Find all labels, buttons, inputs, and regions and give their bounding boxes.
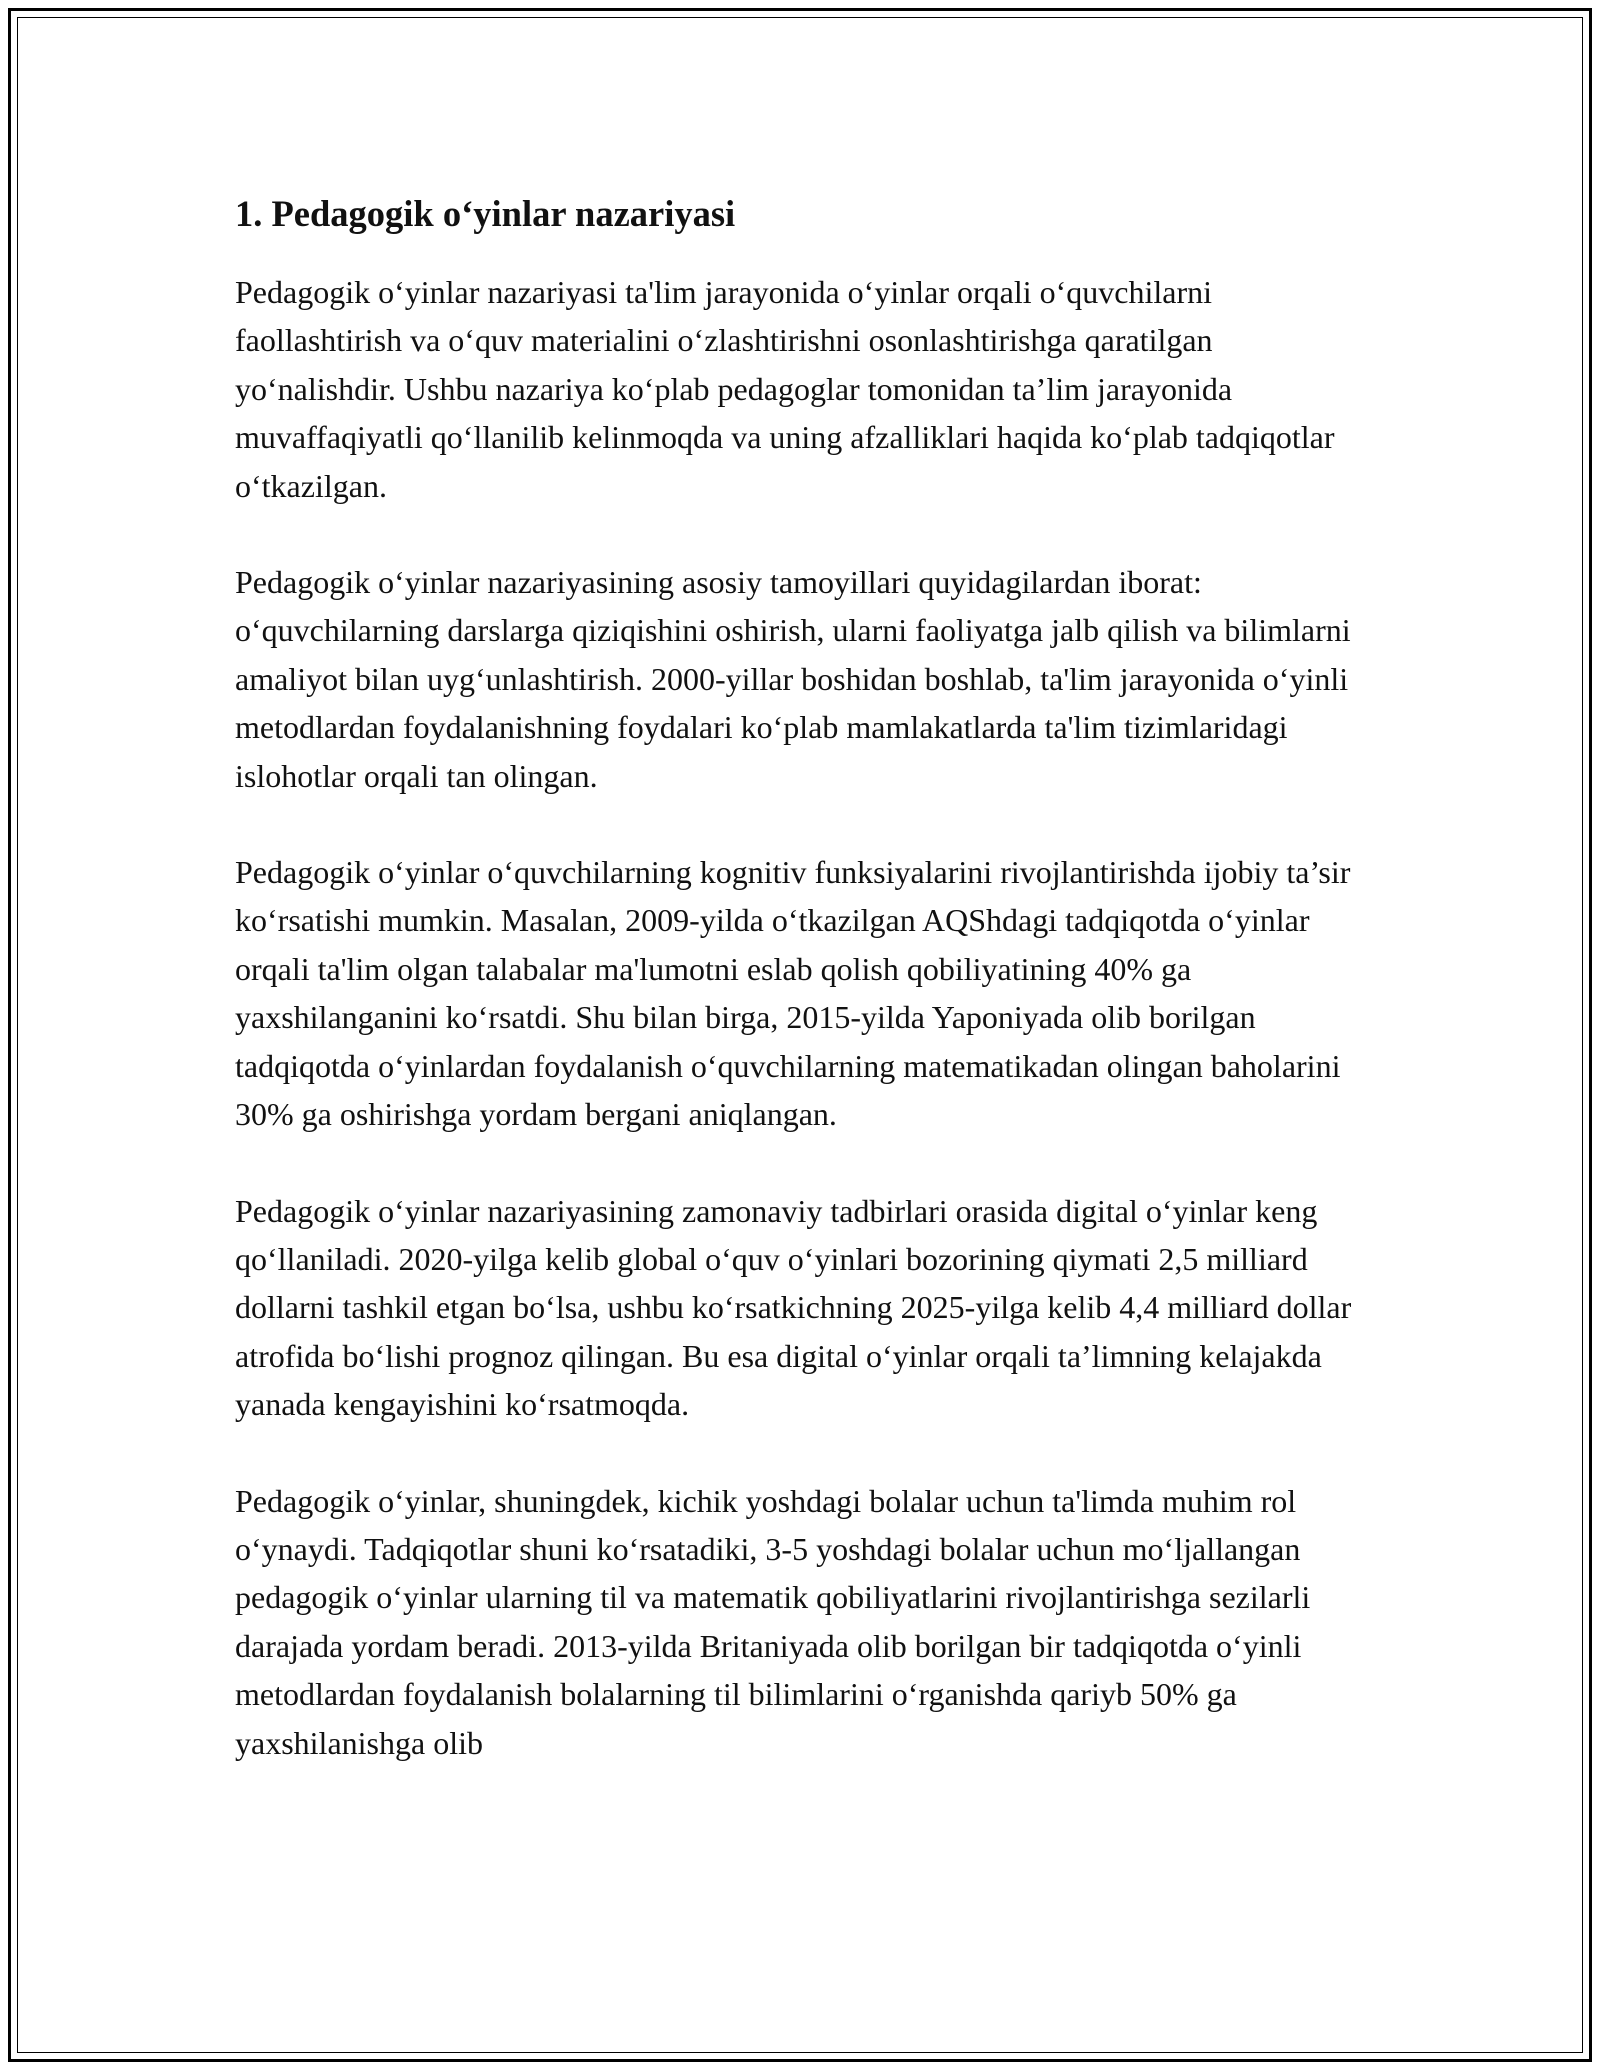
section-heading: 1. Pedagogik o‘yinlar nazariyasi	[235, 193, 736, 234]
document-body	[235, 188, 1370, 1815]
paragraph-3: Pedagogik o‘yinlar o‘quvchilarning kognitiv funksiyalarini rivojlantirishda ijobiy ta’sir ko‘rsatishi mumkin. Masalan, 2009-yilda o‘tkazilgan AQShdagi tadqiqotda o‘yinlar orqali ta'lim olgan talabalar ma'lumotni eslab qolish qobiliyatining 40% ga yaxshilanganini ko‘rsatdi. Shu bilan birga, 2015-yilda Yaponiyada olib borilgan tadqiqotda o‘yinlardan foydalanish o‘quvchilarning matematikadan olingan baholarini 30% ga oshirishga yordam bergani aniqlangan.	[235, 854, 1351, 1133]
paragraph-4: Pedagogik o‘yinlar nazariyasining zamonaviy tadbirlari orasida digital o‘yinlar keng qo‘llaniladi. 2020-yilga kelib global o‘quv o‘yinlari bozorining qiymati 2,5 milliard dollarni tashkil etgan bo‘lsa, ushbu ko‘rsatkichning 2025-yilga kelib 4,4 milliard dollar atrofida bo‘lishi prognoz qilingan. Bu esa digital o‘yinlar orqali ta’limning kelajakda yanada kengayishini ko‘rsatmoqda.	[235, 1192, 1352, 1423]
paragraph-5: Pedagogik o‘yinlar, shuningdek, kichik yoshdagi bolalar uchun ta'limda muhim rol o‘ynaydi. Tadqiqotlar shuni ko‘rsatadiki, 3-5 yoshdagi bolalar uchun mo‘ljallangan pedagogik o‘yinlar ularning til va matematik qobiliyatlarini rivojlantirishga sezilarli darajada yordam beradi. 2013-yilda Britaniyada olib borilgan bir tadqiqotda o‘yinli metodlardan foydalanish bolalarning til bilimlarini o‘rganishda qariyb 50% ga yaxshilanishga olib	[235, 1482, 1311, 1761]
paragraph-2: Pedagogik o‘yinlar nazariyasining asosiy tamoyillari quyidagilardan iborat: o‘quvchilarning darslarga qiziqishini oshirish, ularni faoliyatga jalb qilish va bilimlarni amaliyot bilan uyg‘unlashtirish. 2000-yillar boshidan boshlab, ta'lim jarayonida o‘yinli metodlardan foydalanishning foydalari ko‘plab mamlakatlarda ta'lim tizimlaridagi islohotlar orqali tan olingan.	[235, 564, 1351, 794]
paragraph-1: Pedagogik o‘yinlar nazariyasi ta'lim jarayonida o‘yinlar orqali o‘quvchilarni faollashtirish va o‘quv materialini o‘zlashtirishni osonlashtirishga qaratilgan yo‘nalishdir. Ushbu nazariya ko‘plab pedagoglar tomonidan ta’lim jarayonida muvaffaqiyatli qo‘llanilib kelinmoqda va uning afzalliklari haqida ko‘plab tadqiqotlar o‘tkazilgan.	[235, 274, 1335, 504]
